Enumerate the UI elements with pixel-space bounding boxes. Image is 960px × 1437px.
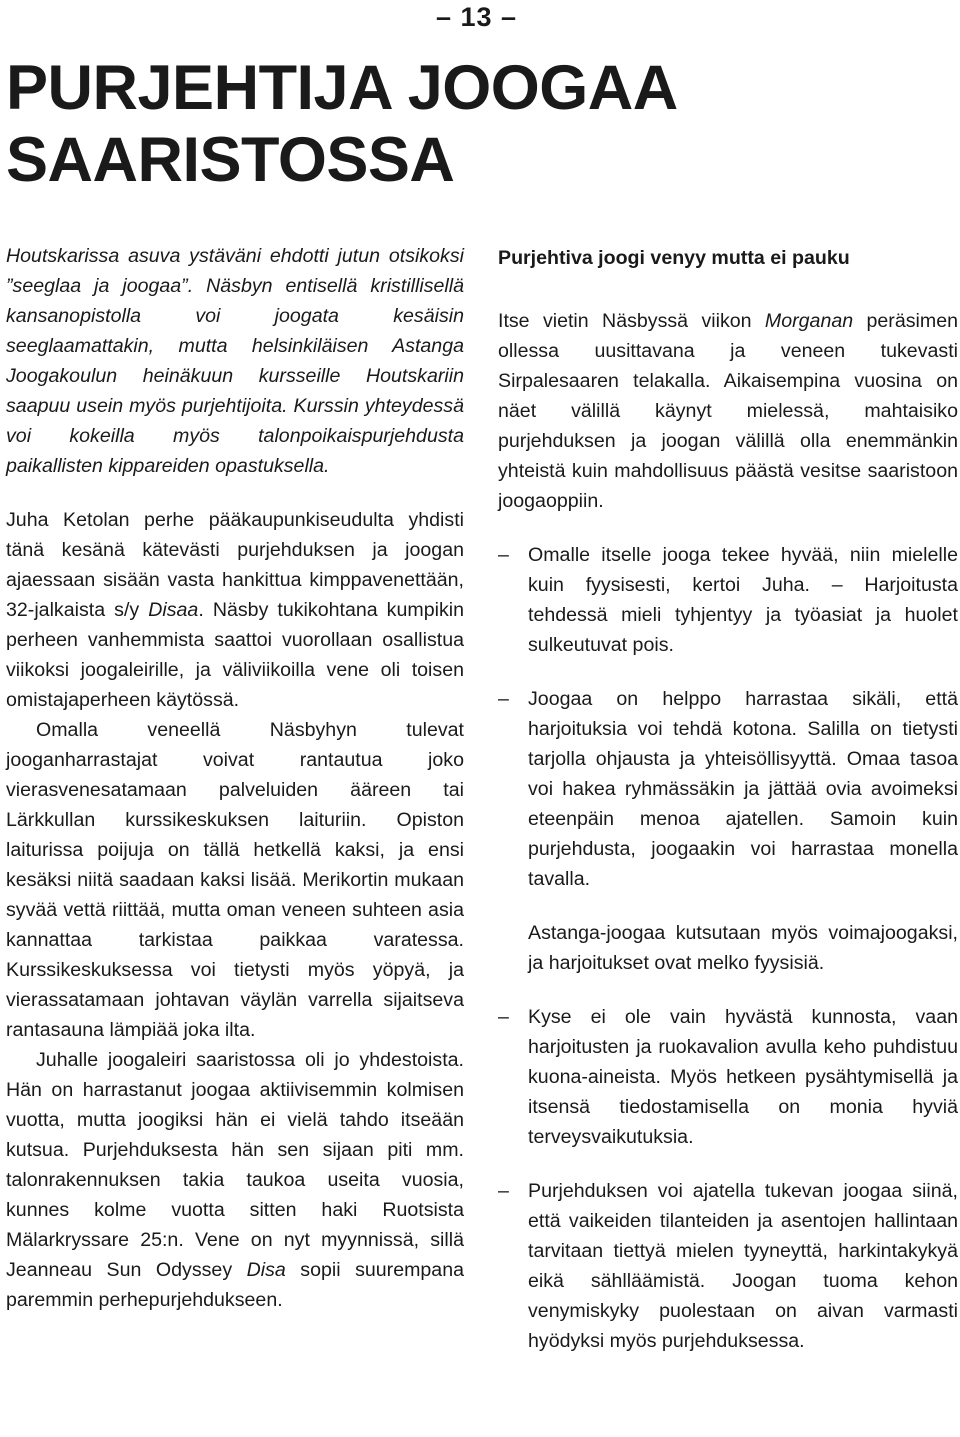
body-paragraph-1: Juha Ketolan perhe pääkaupunkiseudulta yhdisti tänä kesänä kätevästi purjehduksen ja joogan ajaessaan sisään vasta hankittua kimppavenettään, 32-jalkaista s/y Disaa. Näsby tukikohtana kumpikin perheen vanhemmista saattoi vuorollaan osallistua viikoksi joogaleirille, ja väliviikoilla vene oli toisen omistajaperheen käytössä. (6, 509, 464, 711)
astanga-paragraph: Astanga-joogaa kutsutaan myös voimajoogaksi, ja harjoitukset ovat melko fyysisiä. (528, 922, 958, 974)
dash: – (498, 1006, 509, 1028)
dash: – (498, 544, 509, 566)
quote-paragraph: – Purjehduksen voi ajatella tukevan joogaa siinä, että vaikeiden tilanteiden ja asentojen hallintaan tarvitaan tiettyä mielen tyyneyttä, harkintakykyä eikä sählläämistä. Joogan tuoma kehon venymiskyky puolestaan on aivan varmasti hyödyksi myös purjehduksessa. (498, 1176, 958, 1356)
title-line-1: PURJEHTIJA JOOGAA (6, 53, 678, 123)
lead-paragraph: Houtskarissa asuva ystäväni ehdotti jutun otsikoksi ”seeglaa ja joogaa”. Näsbyn entisellä kristillisellä kansanopistolla voi joogata kesäisin seeglaamattakin, mutta helsinkiläisen Astanga Joogakoulun heinäkuun kursseille Houtskariin saapuu usein myös purjehtijoita. Kurssin yhteydessä voi kokeilla myös talonpoikaispurjehdusta paikallisten kippareiden opastuksella. (6, 245, 464, 477)
dash: – (498, 688, 509, 710)
right-column (498, 243, 958, 1356)
dash: – (498, 1180, 509, 1202)
title-line-2: SAARISTOSSA (6, 125, 455, 195)
page-number: – 13 – (436, 2, 518, 32)
quote-paragraph: – Kyse ei ole vain hyvästä kunnosta, vaan harjoitusten ja ruokavalion avulla keho puhdistuu kuona-aineista. Myös hetkeen pysähtymisellä ja itsensä tiedostamisella on monia hyviä terveysvaikutuksia. (498, 1002, 958, 1152)
quote-paragraph: – Joogaa on helppo harrastaa sikäli, että harjoituksia voi tehdä kotona. Salilla on tietysti tarjolla ohjausta ja yhteisöllisyyttä. Omaa tasoa voi hakea ryhmässäkin ja jättää ovia avoimeksi eteenpäin menoa ajatellen. Samoin kuin purjehdusta, joogaakin voi harrastaa monella tavalla. (498, 684, 958, 894)
boat-name: Disaa (148, 599, 199, 621)
subheading: Purjehtiva joogi venyy mutta ei pauku (498, 247, 850, 269)
body-paragraph-4: Itse vietin Näsbyssä viikon Morganan peräsimen ollessa uusittavana ja veneen tukevasti Sirpalesaaren telakalla. Aikaisempina vuosina on näet välillä käynyt mielessä, mahtaisiko purjehduksen ja joogan välillä olla enemmänkin yhteistä kuin mahdollisuus päästä vesitse saaristoon joogaoppiin. (498, 310, 958, 512)
body-paragraph-2: Omalla veneellä Näsbyhyn tulevat jooganharrastajat voivat rantautua joko vierasvenesatamaan palveluiden ääreen tai Lärkkullan kurssikeskuksen laituriin. Opiston laiturissa poijuja on tällä hetkellä kaksi, ja ensi kesäksi niitä saadaan kaksi lisää. Merikortin mukaan syvää vettä riittää, mutta oman veneen suhteen asia kannattaa tarkistaa paikkaa varatessa. Kurssikeskuksessa voi tietysti myös yöpyä, ja vierassatamaan johtavan väylän varrella sijaitseva rantasauna lämpiää joka ilta. (6, 719, 464, 1041)
article-title (6, 52, 678, 196)
body-paragraph-3: Juhalle joogaleiri saaristossa oli jo yhdestoista. Hän on harrastanut joogaa aktiivisemmin kolmisen vuotta, mutta joogiksi hän ei vielä tahdo itseään kutsua. Purjehduksesta hän sen sijaan piti mm. talonrakennuksen takia taukoa useita vuosia, kunnes kolme vuotta sitten haki Ruotsista Mälarkryssare 25:n. Vene on nyt myynnissä, sillä Jeanneau Sun Odyssey Disa sopii suurempana paremmin perhepurjehdukseen. (6, 1049, 464, 1311)
quote-paragraph: – Omalle itselle jooga tekee hyvää, niin mielelle kuin fyysisesti, kertoi Juha. – Harjoitusta tehdessä mieli tyhjentyy ja työasiat ja huolet sulkeutuvat pois. (498, 540, 958, 660)
boat-name: Morganan (764, 310, 854, 332)
boat-name: Disa (246, 1259, 286, 1281)
left-column (6, 241, 464, 1315)
